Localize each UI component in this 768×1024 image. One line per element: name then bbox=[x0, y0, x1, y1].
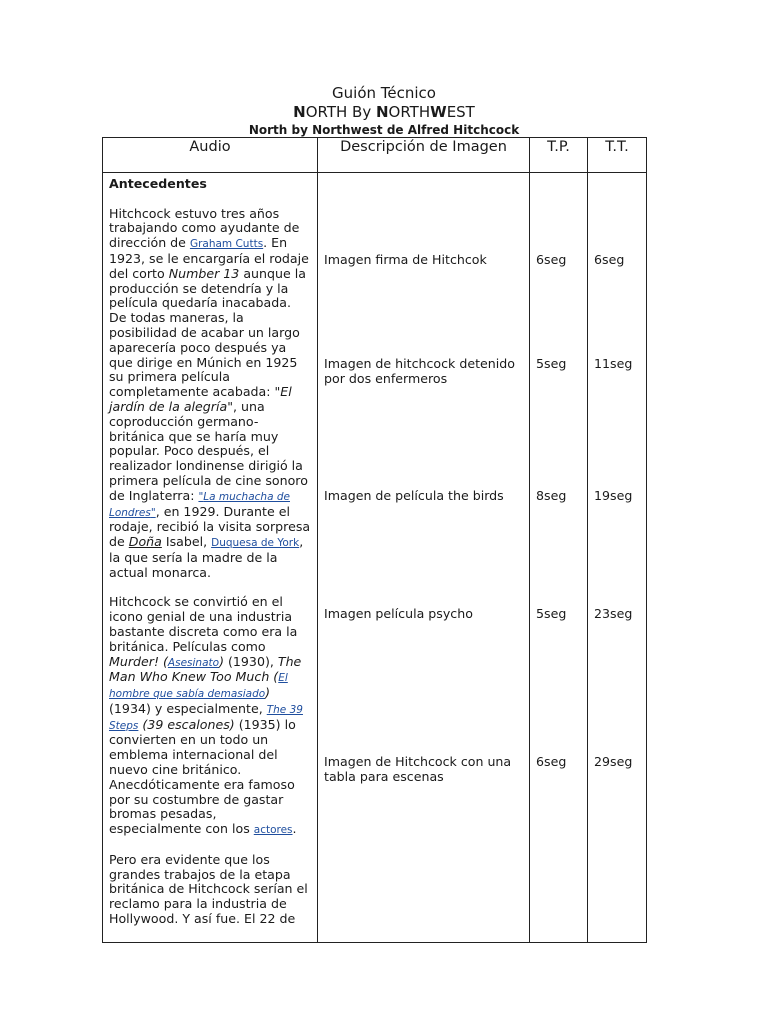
table-header-row bbox=[103, 138, 647, 173]
audio-paragraph-3: Pero era evidente que los grandes trabajos de la etapa británica de Hitchcock serían el reclamo para la industria de Hollywood. Y así fue. El 22 de bbox=[109, 851, 308, 927]
column-header-audio: Audio bbox=[103, 138, 318, 173]
image-description-4: Imagen película psycho bbox=[324, 606, 473, 621]
tp-value-1: 6seg bbox=[536, 252, 567, 267]
section-heading: Antecedentes bbox=[109, 176, 207, 191]
tp-cell bbox=[530, 173, 588, 943]
movie-title: NORTH By NORTHWEST bbox=[293, 103, 475, 121]
tp-value-4: 5seg bbox=[536, 606, 567, 621]
link-the-39-steps[interactable]: The 39 Steps bbox=[109, 703, 303, 732]
link-asesinato[interactable]: Asesinato bbox=[167, 656, 220, 669]
link-graham-cutts[interactable]: Graham Cutts bbox=[189, 238, 264, 251]
link-la-muchacha-de-londres[interactable]: La muchacha de Londres bbox=[109, 490, 290, 519]
tt-value-2: 11seg bbox=[594, 356, 633, 371]
link-el-hombre-que-sabia-demasiado[interactable]: El hombre que sabía demasiado bbox=[109, 672, 288, 701]
tp-value-2: 5seg bbox=[536, 356, 567, 371]
image-description-5: Imagen de Hitchcock con una tabla para escenas bbox=[324, 754, 512, 784]
link-duquesa-de-york[interactable]: Duquesa de York bbox=[211, 537, 300, 550]
tt-value-1: 6seg bbox=[594, 252, 625, 267]
audio-paragraph-2: Hitchcock se convirtió en el icono genial de una industria bastante discreta como era la británica. Películas como Murder! (Asesinato) (1930), The Man Who Knew Too Much (El hombre que sabía demasiado) (1934) y especialmente, The 39 Steps (39 escalones) (1935) lo convierten en un todo un emblema internacional del nuevo cine británico. Anecdóticamente era famoso por su costumbre de gastar bromas pesadas, especialmente con los actores. bbox=[109, 594, 303, 837]
image-description-1: Imagen firma de Hitchcok bbox=[324, 252, 487, 267]
film-credit: North by Northwest de Alfred Hitchcock bbox=[248, 123, 520, 137]
audio-paragraph-1: Hitchcock estuvo tres años trabajando como ayudante de dirección de Graham Cutts. En 1923, se le encargaría el rodaje del corto Number 13 aunque la producción se detendría y la película quedaría inacabada. De todas maneras, la posibilidad de acabar un largo aparecería poco después ya que dirige en Múnich en 1925 su primera película completamente acabada: "El jardín de la alegría", una coproducción germano-británica que se haría muy popular. Poco después, el realizador londinense dirigió la primera película de cine sonoro de Inglaterra: "La muchacha de Londres", en 1929. Durante el rodaje, recibió la visita sorpresa de Doña Isabel, Duquesa de York, la que sería la madre de la actual monarca. bbox=[109, 205, 311, 580]
column-header-image-description: Descripción de Imagen bbox=[318, 138, 530, 173]
tt-cell bbox=[588, 173, 647, 943]
image-description-2: Imagen de hitchcock detenido por dos enfermeros bbox=[324, 356, 515, 386]
tt-value-3: 19seg bbox=[594, 488, 633, 503]
table-row bbox=[103, 173, 647, 943]
link-actores[interactable]: actores bbox=[253, 824, 293, 837]
audio-cell bbox=[103, 173, 318, 943]
tp-value-3: 8seg bbox=[536, 488, 567, 503]
tp-value-5: 6seg bbox=[536, 754, 567, 769]
document-title: Guión Técnico bbox=[332, 84, 436, 102]
column-header-tt: T.T. bbox=[588, 138, 647, 173]
column-header-tp: T.P. bbox=[530, 138, 588, 173]
tt-value-5: 29seg bbox=[594, 754, 633, 769]
image-description-3: Imagen de película the birds bbox=[324, 488, 504, 503]
technical-script-table bbox=[102, 137, 647, 943]
tt-value-4: 23seg bbox=[594, 606, 633, 621]
image-description-cell bbox=[318, 173, 530, 943]
document-header bbox=[0, 84, 768, 137]
